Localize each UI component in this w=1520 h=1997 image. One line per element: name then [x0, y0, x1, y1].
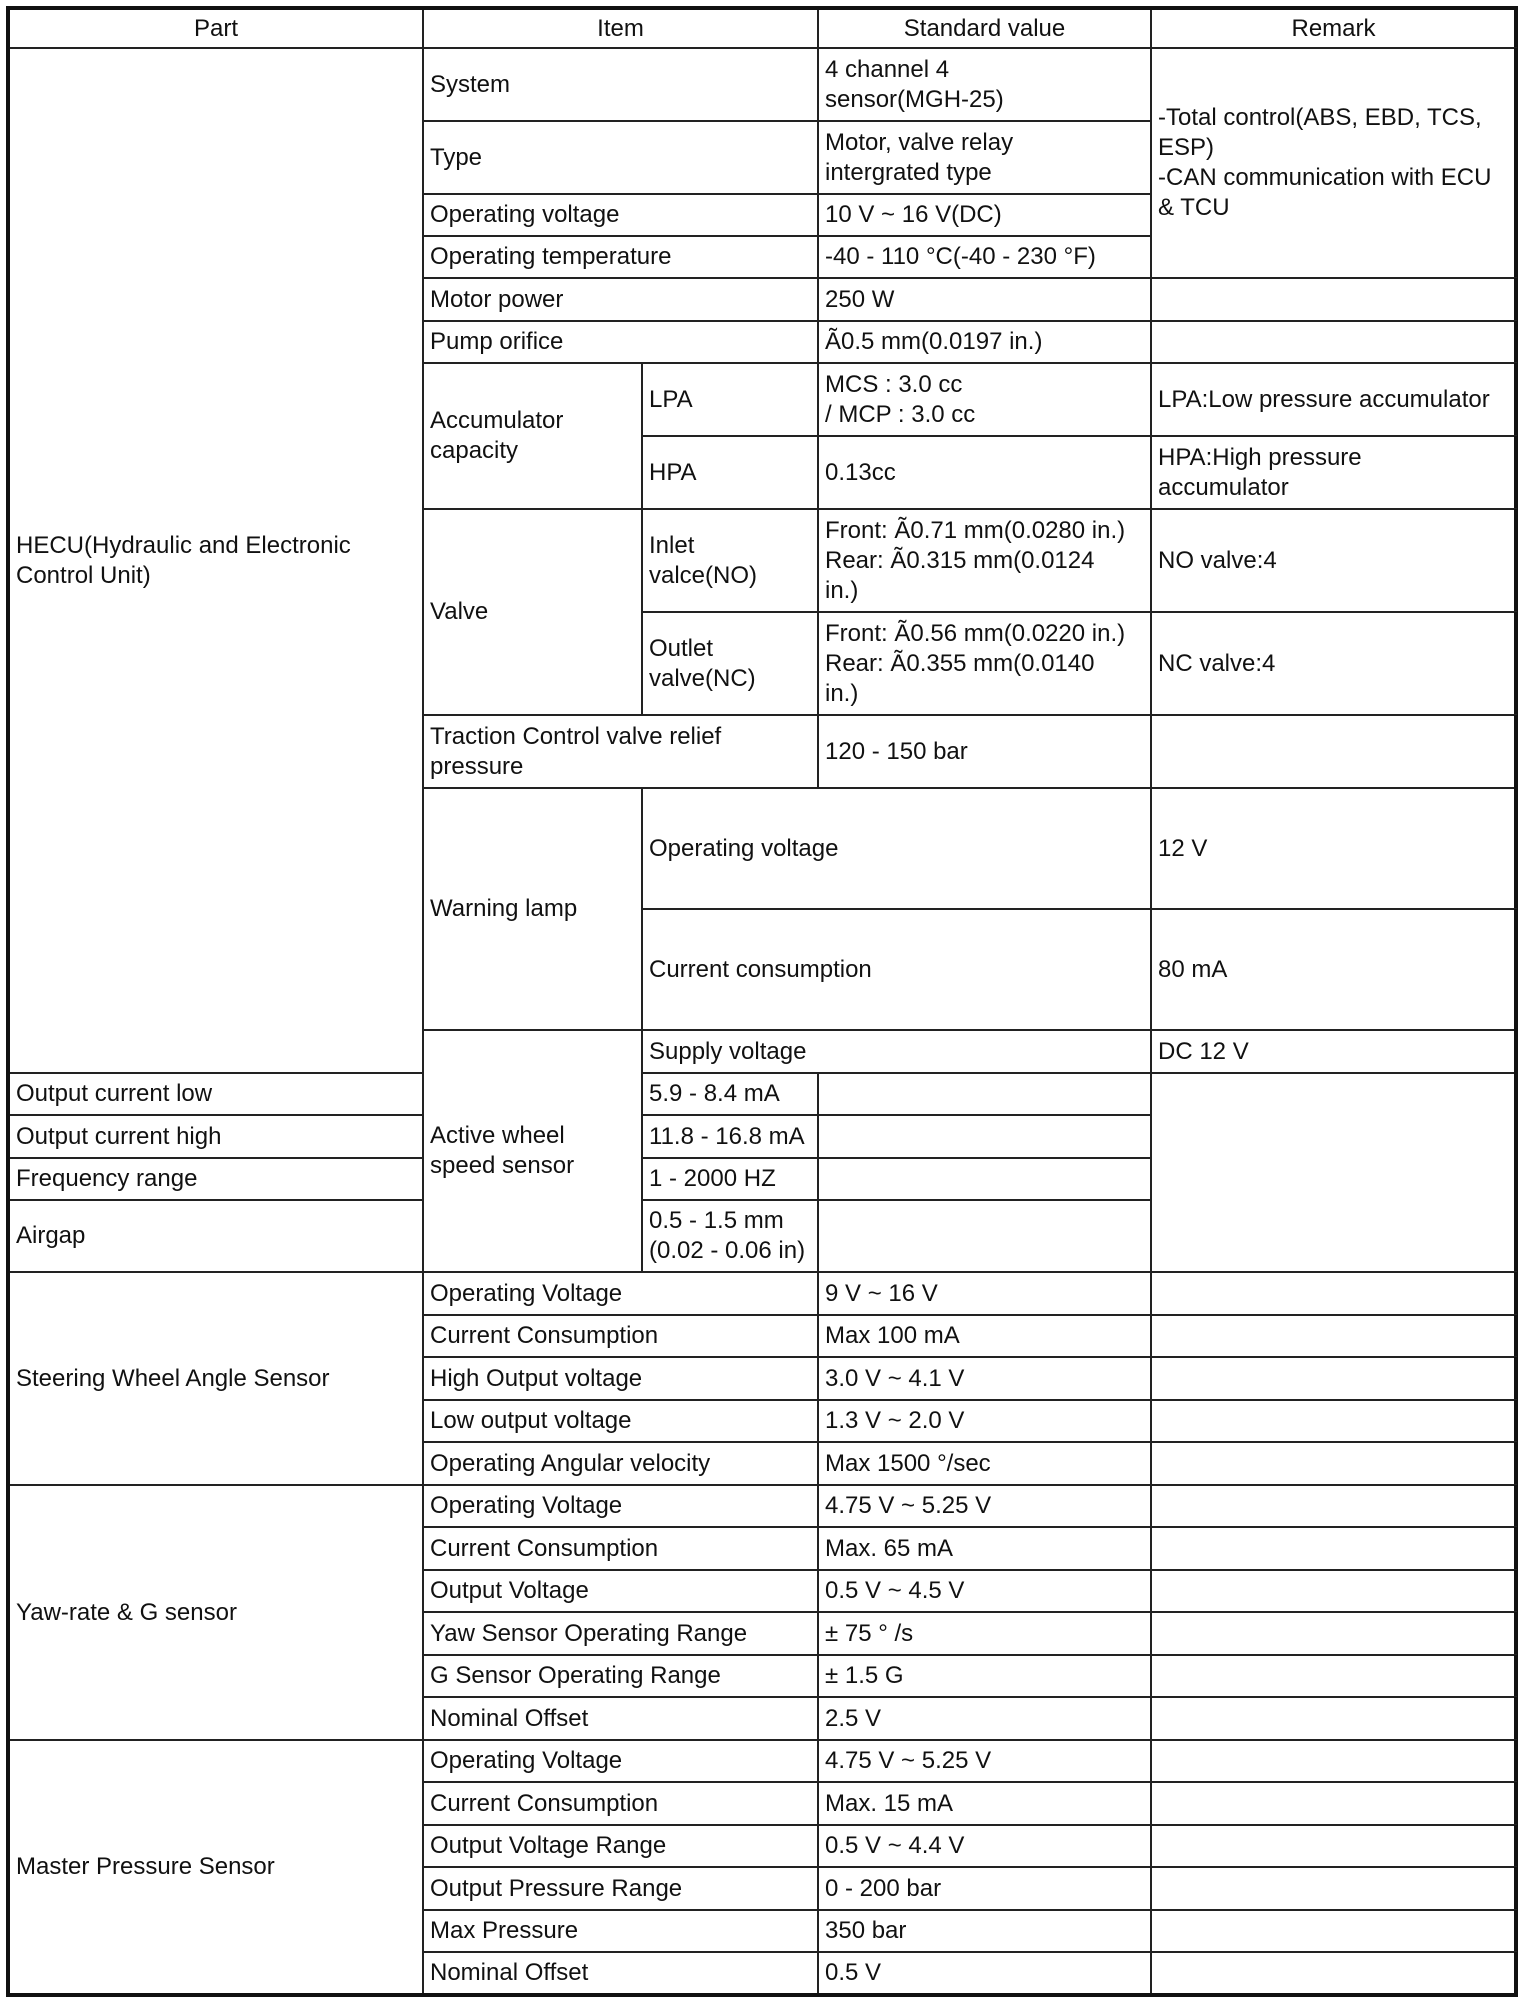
part-yaw-rate-g-sensor: Yaw-rate & G sensor: [8, 1485, 423, 1740]
value-cell: 4 channel 4 sensor(MGH-25): [818, 48, 1151, 121]
item-cell: Yaw Sensor Operating Range: [423, 1612, 818, 1655]
item-cell: Operating voltage: [423, 194, 818, 236]
remark-cell: [1151, 1485, 1516, 1527]
item-cell: Max Pressure: [423, 1910, 818, 1952]
value-cell: 2.5 V: [818, 1697, 1151, 1740]
remark-cell: NC valve:4: [1151, 612, 1516, 715]
header-remark: Remark: [1151, 8, 1516, 48]
item-cell: Airgap: [8, 1200, 642, 1272]
remark-cell: [818, 1158, 1151, 1200]
part-hecu: HECU(Hydraulic and Electronic Control Unit): [8, 48, 423, 1073]
item-cell: Operating voltage: [642, 788, 1151, 909]
item-cell: Operating temperature: [423, 236, 818, 278]
item-valve: Valve: [423, 509, 642, 715]
item-cell: System: [423, 48, 818, 121]
item-cell: Frequency range: [8, 1158, 642, 1200]
value-cell: 0 - 200 bar: [818, 1867, 1151, 1910]
remark-cell: [818, 1073, 1151, 1115]
value-cell: Max. 15 mA: [818, 1782, 1151, 1825]
part-master-pressure-sensor: Master Pressure Sensor: [8, 1740, 423, 1995]
value-cell: 1 - 2000 HZ: [642, 1158, 818, 1200]
header-item: Item: [423, 8, 818, 48]
item-cell: Output current low: [8, 1073, 642, 1115]
part-steering-angle-sensor: Steering Wheel Angle Sensor: [8, 1272, 423, 1485]
remark-cell: [1151, 1655, 1516, 1697]
table-row: [8, 1740, 1516, 1782]
sub-item-lpa: LPA: [642, 363, 818, 436]
remark-cell: [1151, 1782, 1516, 1825]
table-row: [8, 1115, 1516, 1158]
sub-item-outlet-valve: Outlet valve(NC): [642, 612, 818, 715]
value-cell: 250 W: [818, 278, 1151, 321]
remark-cell: [1151, 1952, 1516, 1995]
remark-cell: [1151, 1315, 1516, 1357]
item-cell: Nominal Offset: [423, 1952, 818, 1995]
remark-cell: [1151, 321, 1516, 363]
table-row: [8, 1485, 1516, 1527]
item-cell: Operating Voltage: [423, 1272, 818, 1315]
value-cell: ± 75 ° /s: [818, 1612, 1151, 1655]
remark-cell: [1151, 1570, 1516, 1612]
item-cell: Motor power: [423, 278, 818, 321]
header-row: [8, 8, 1516, 48]
value-cell: Max. 65 mA: [818, 1527, 1151, 1570]
remark-cell: [1151, 1527, 1516, 1570]
header-standard-value: Standard value: [818, 8, 1151, 48]
item-cell: Pump orifice: [423, 321, 818, 363]
remark-cell: [1151, 1612, 1516, 1655]
remark-cell: NO valve:4: [1151, 509, 1516, 612]
remark-cell: [1151, 1867, 1516, 1910]
remark-cell: [1151, 1400, 1516, 1442]
item-cell: Current Consumption: [423, 1527, 818, 1570]
value-cell: -40 - 110 °C(-40 - 230 °F): [818, 236, 1151, 278]
value-cell: DC 12 V: [1151, 1030, 1516, 1073]
value-cell: 9 V ~ 16 V: [818, 1272, 1151, 1315]
value-cell: 0.5 - 1.5 mm (0.02 - 0.06 in): [642, 1200, 818, 1272]
remark-cell: [1151, 1825, 1516, 1867]
value-cell: MCS : 3.0 cc / MCP : 3.0 cc: [818, 363, 1151, 436]
value-cell: 80 mA: [1151, 909, 1516, 1030]
sub-item-inlet-valve: Inlet valce(NO): [642, 509, 818, 612]
item-cell: High Output voltage: [423, 1357, 818, 1400]
table-row: [8, 48, 1516, 121]
item-cell: Operating Voltage: [423, 1740, 818, 1782]
value-cell: 350 bar: [818, 1910, 1151, 1952]
item-cell: Output Voltage: [423, 1570, 818, 1612]
part-wheel-speed-sensor: Active wheel speed sensor: [423, 1030, 642, 1272]
item-cell: Nominal Offset: [423, 1697, 818, 1740]
item-cell: Operating Voltage: [423, 1485, 818, 1527]
item-cell: Current Consumption: [423, 1782, 818, 1825]
remark-cell: [1151, 715, 1516, 788]
value-cell: 4.75 V ~ 5.25 V: [818, 1740, 1151, 1782]
remark-cell: [1151, 1272, 1516, 1315]
table-row: [8, 1158, 1516, 1200]
value-cell: 11.8 - 16.8 mA: [642, 1115, 818, 1158]
remark-cell: [1151, 1697, 1516, 1740]
remark-cell: [1151, 1357, 1516, 1400]
remark-cell: LPA:Low pressure accumulator: [1151, 363, 1516, 436]
item-cell: Current consumption: [642, 909, 1151, 1030]
remark-cell: [1151, 1442, 1516, 1485]
value-cell: Front: Ã0.56 mm(0.0220 in.) Rear: Ã0.355 mm(0.0140 in.): [818, 612, 1151, 715]
value-cell: 12 V: [1151, 788, 1516, 909]
value-cell: Front: Ã0.71 mm(0.0280 in.) Rear: Ã0.315 mm(0.0124 in.): [818, 509, 1151, 612]
remark-cell: [1151, 1740, 1516, 1782]
remark-cell: [818, 1115, 1151, 1158]
item-cell: Output current high: [8, 1115, 642, 1158]
table-row: [8, 1200, 1516, 1272]
item-cell: Current Consumption: [423, 1315, 818, 1357]
value-cell: 4.75 V ~ 5.25 V: [818, 1485, 1151, 1527]
value-cell: 0.13cc: [818, 436, 1151, 509]
value-cell: Motor, valve relay intergrated type: [818, 121, 1151, 194]
value-cell: 10 V ~ 16 V(DC): [818, 194, 1151, 236]
value-cell: 1.3 V ~ 2.0 V: [818, 1400, 1151, 1442]
item-cell: Output Pressure Range: [423, 1867, 818, 1910]
remark-cell: HPA:High pressure accumulator: [1151, 436, 1516, 509]
table-row: [8, 1073, 1516, 1115]
header-part: Part: [8, 8, 423, 48]
item-cell: G Sensor Operating Range: [423, 1655, 818, 1697]
value-cell: ± 1.5 G: [818, 1655, 1151, 1697]
value-cell: 0.5 V ~ 4.4 V: [818, 1825, 1151, 1867]
remark-hecu-control: -Total control(ABS, EBD, TCS, ESP) -CAN communication with ECU & TCU: [1151, 48, 1516, 278]
item-cell: Output Voltage Range: [423, 1825, 818, 1867]
item-cell: Low output voltage: [423, 1400, 818, 1442]
value-cell: 120 - 150 bar: [818, 715, 1151, 788]
value-cell: Ã0.5 mm(0.0197 in.): [818, 321, 1151, 363]
specification-table: [6, 6, 1518, 1997]
remark-cell: [1151, 278, 1516, 321]
value-cell: 5.9 - 8.4 mA: [642, 1073, 818, 1115]
item-accumulator-capacity: Accumulator capacity: [423, 363, 642, 509]
sub-item-hpa: HPA: [642, 436, 818, 509]
table-row: [8, 1272, 1516, 1315]
item-cell: Type: [423, 121, 818, 194]
value-cell: Max 100 mA: [818, 1315, 1151, 1357]
item-cell: Traction Control valve relief pressure: [423, 715, 818, 788]
value-cell: 0.5 V ~ 4.5 V: [818, 1570, 1151, 1612]
item-cell: Operating Angular velocity: [423, 1442, 818, 1485]
remark-cell: [818, 1200, 1151, 1272]
item-cell: Supply voltage: [642, 1030, 1151, 1073]
part-warning-lamp: Warning lamp: [423, 788, 642, 1030]
value-cell: 3.0 V ~ 4.1 V: [818, 1357, 1151, 1400]
value-cell: Max 1500 °/sec: [818, 1442, 1151, 1485]
value-cell: 0.5 V: [818, 1952, 1151, 1995]
remark-cell: [1151, 1910, 1516, 1952]
